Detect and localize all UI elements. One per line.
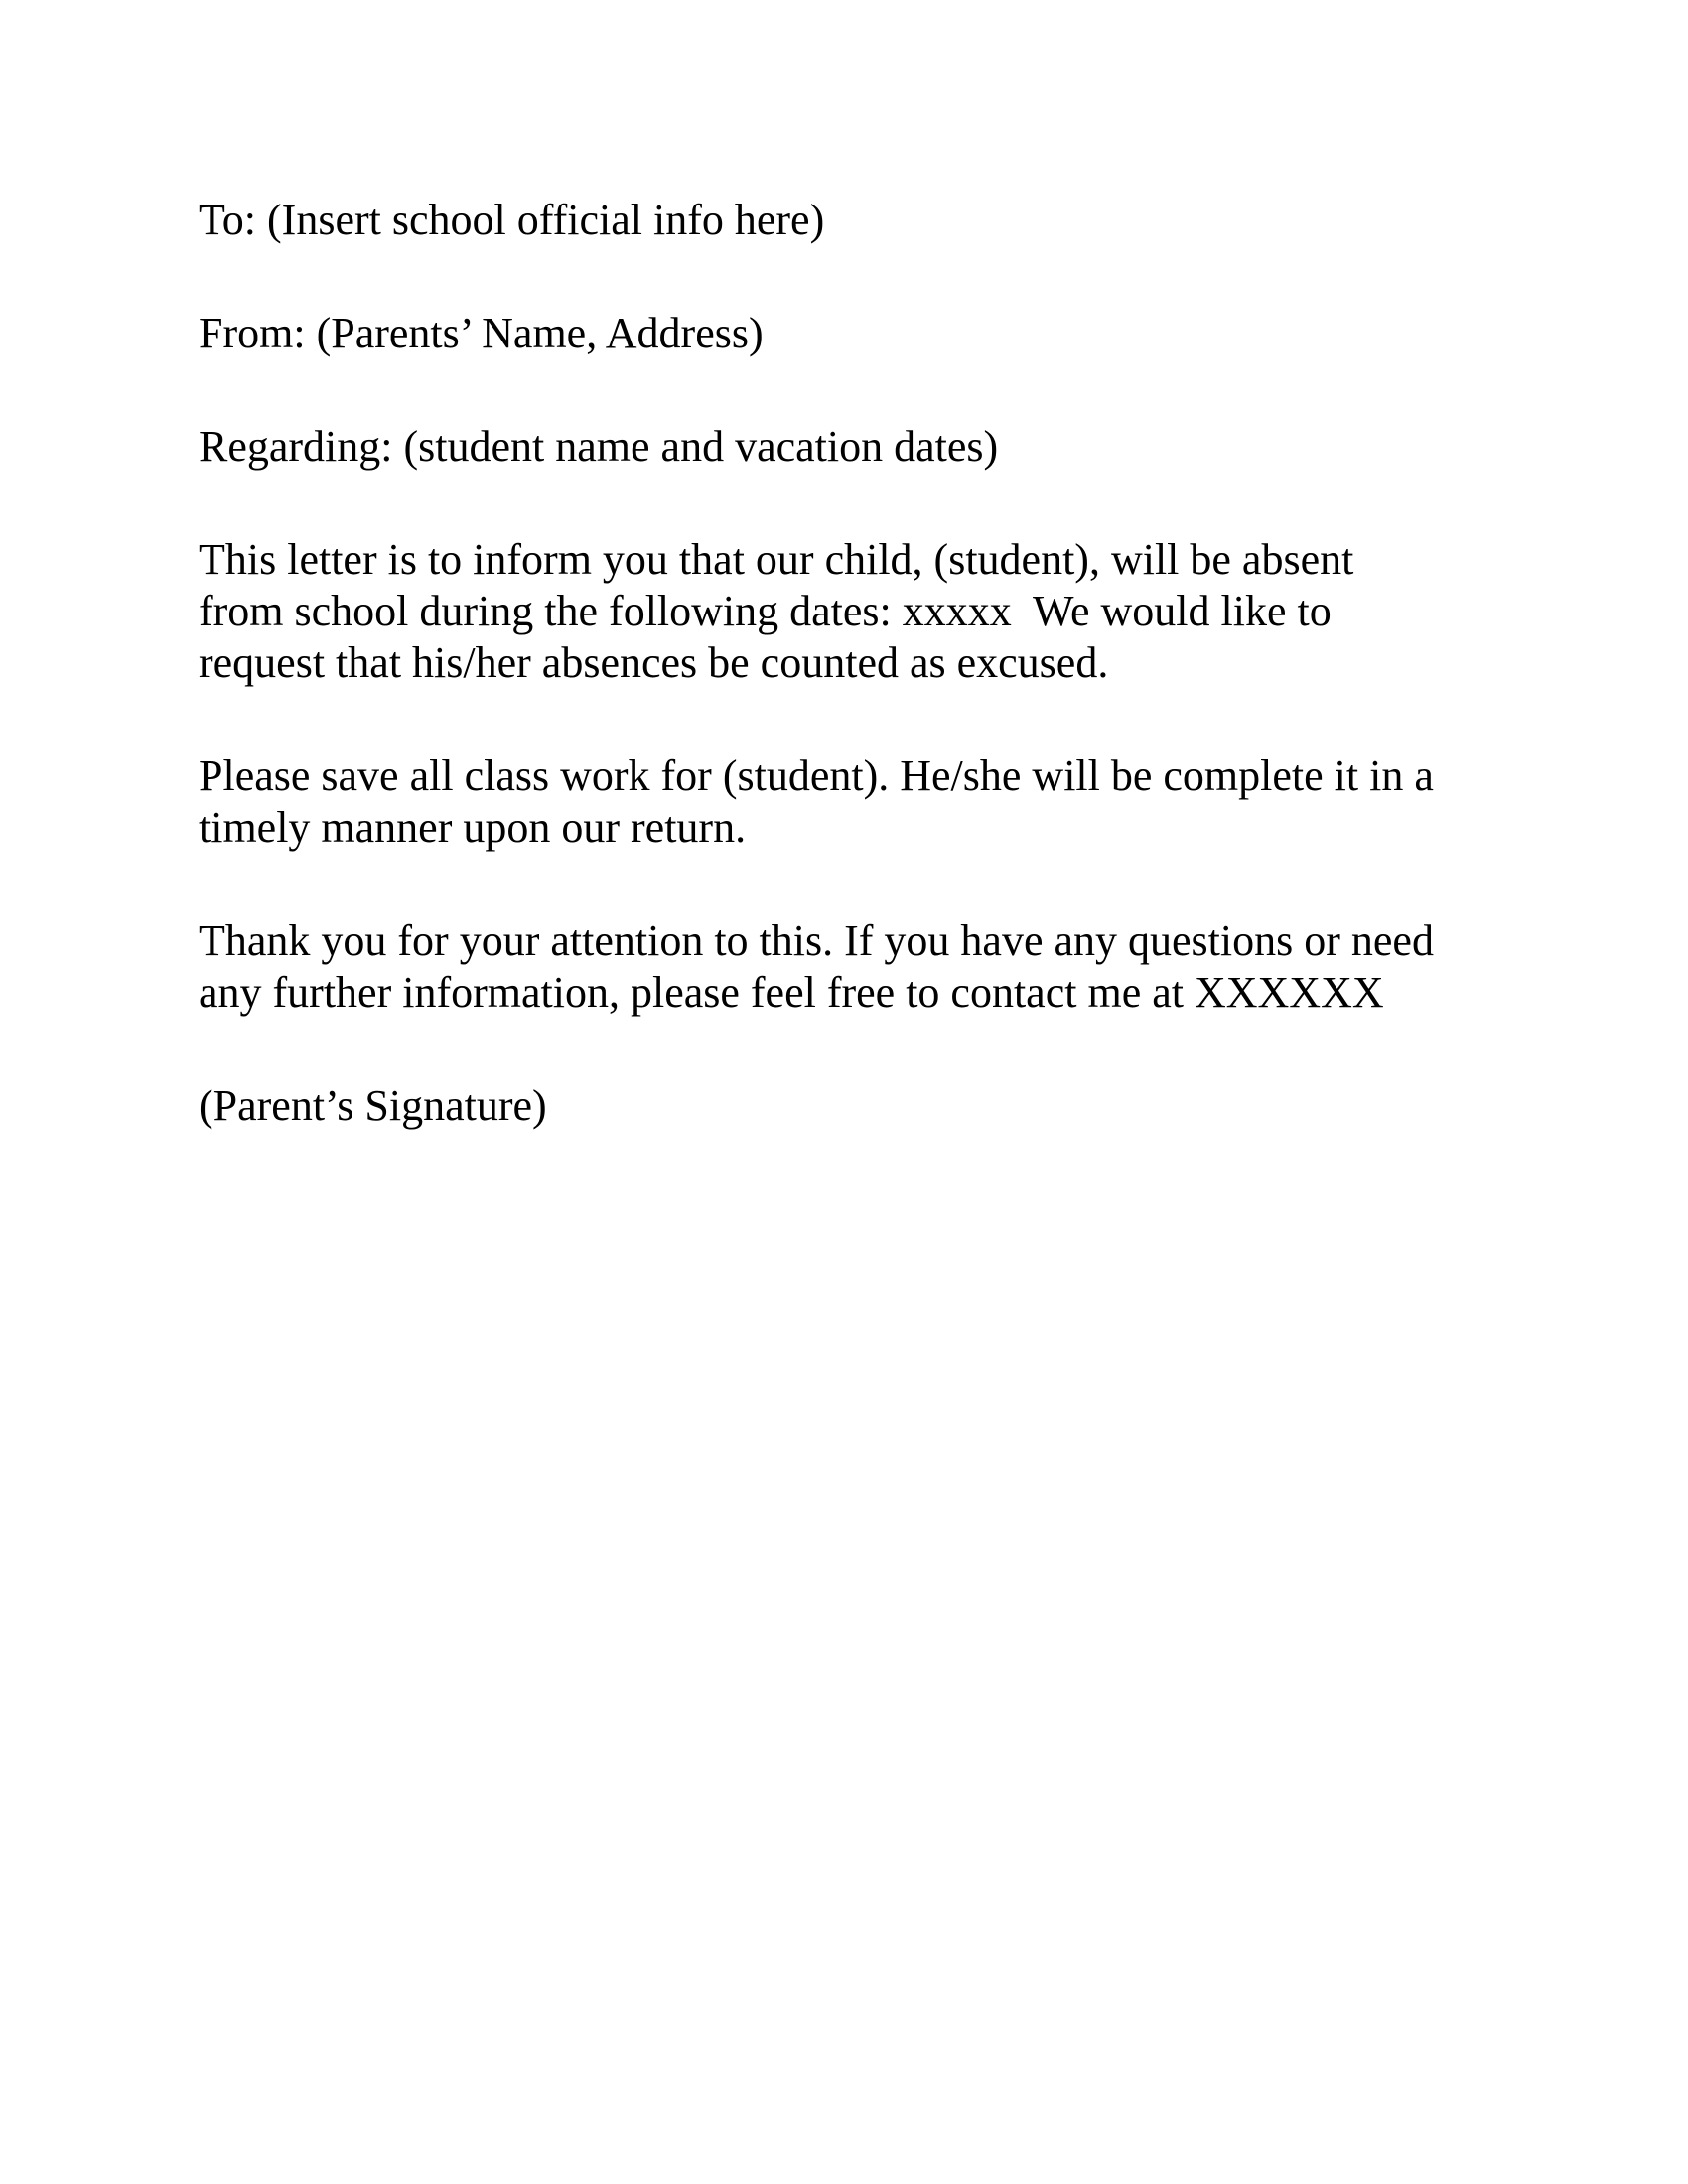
letter-body bbox=[199, 195, 1509, 1193]
to-line: To: (Insert school official info here) bbox=[199, 196, 825, 244]
absence-paragraph bbox=[199, 534, 1509, 689]
absence-paragraph-line-3: request that his/her absences be counted as excused. bbox=[199, 638, 1109, 687]
absence-paragraph-line-2: from school during the following dates: xxxxx We would like to bbox=[199, 587, 1332, 635]
thanks-paragraph-line-2: any further information, please feel free to contact me at XXXXXX bbox=[199, 968, 1384, 1017]
thanks-paragraph-line-1: Thank you for your attention to this. If you have any questions or need bbox=[199, 916, 1434, 965]
absence-paragraph-line-1: This letter is to inform you that our child, (student), will be absent bbox=[199, 535, 1354, 584]
classwork-paragraph-line-2: timely manner upon our return. bbox=[199, 803, 747, 852]
from-line: From: (Parents’ Name, Address) bbox=[199, 309, 764, 357]
thanks-paragraph bbox=[199, 915, 1509, 1019]
classwork-paragraph-line-1: Please save all class work for (student). He/she will be complete it in a bbox=[199, 751, 1434, 800]
classwork-paragraph bbox=[199, 751, 1509, 854]
regarding-line: Regarding: (student name and vacation dates) bbox=[199, 422, 999, 471]
signature-line: (Parent’s Signature) bbox=[199, 1081, 547, 1130]
